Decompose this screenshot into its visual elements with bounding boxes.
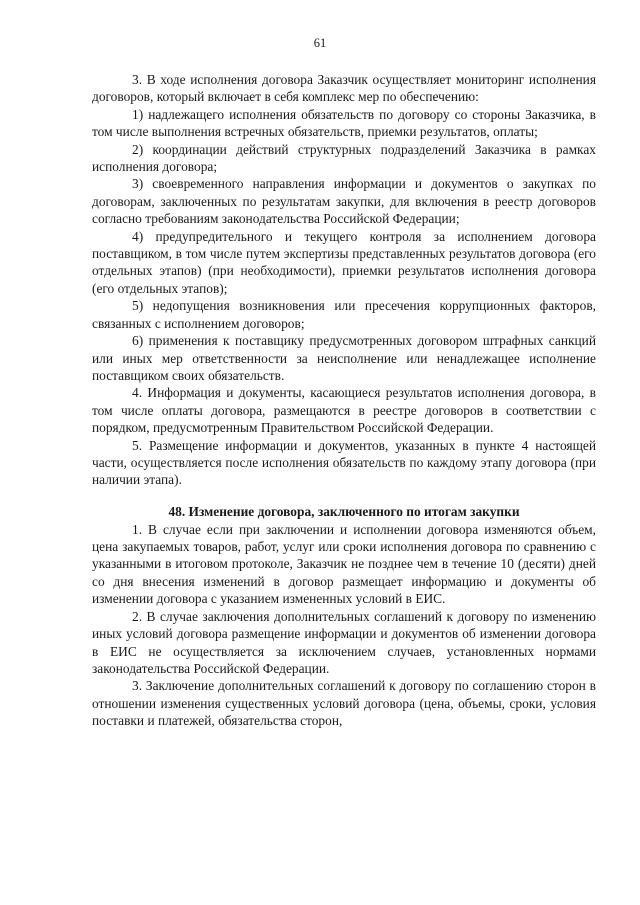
paragraph-section-point-1: 1. В случае если при заключении и исполнении договора изменяются объем, цена закупаемых товаров, работ, услуг или сроки исполнения договора по сравнению с указанными в итоговом протоколе, Заказчик не позднее чем в течение 10 (десяти) дней со дня внесения изменений в договор размещает информацию и документы об изменении договора с указанием измененных условий в ЕИС. xyxy=(92,521,596,607)
document-body xyxy=(92,71,596,730)
paragraph-point-5: 5. Размещение информации и документов, указанных в пункте 4 настоящей части, осуществляется после исполнения обязательств по каждому этапу договора (при наличии этапа). xyxy=(92,437,596,488)
list-item-6: 6) применения к поставщику предусмотренных договором штрафных санкций или иных мер ответственности за неисполнение или ненадлежащее исполнение поставщиком своих обязательств. xyxy=(92,333,596,383)
paragraph-point-4: 4. Информация и документы, касающиеся результатов исполнения договора, в том числе оплаты договора, размещаются в реестре договоров в соответствии с порядком, предусмотренным Правительством Российской Федерации. xyxy=(92,385,596,436)
list-item-3: 3) своевременного направления информации и документов о закупках по договорам, заключенных по результатам закупки, для включения в реестр договоров согласно требованиям законодательства Российской Федерации; xyxy=(92,176,596,227)
page-number: 61 xyxy=(313,36,327,50)
list-item-5: 5) недопущения возникновения или пресечения коррупционных факторов, связанных с исполнением договоров; xyxy=(92,298,596,331)
section-heading: 48. Изменение договора, заключенного по итогам закупки xyxy=(168,504,520,520)
list-item-4: 4) предупредительного и текущего контроля за исполнением договора поставщиком, в том числе путем экспертизы представленных результатов договора (его отдельных этапов) (при необходимости), приемки результатов исполнения договора (его отдельных этапов); xyxy=(92,228,596,296)
paragraph-section-point-3: 3. Заключение дополнительных соглашений к договору по соглашению сторон в отношении изменения существенных условий договора (цена, объемы, сроки, условия поставки и платежей, обязательства сторон, xyxy=(92,678,596,729)
list-item-2: 2) координации действий структурных подразделений Заказчика в рамках исполнения договора; xyxy=(92,141,596,175)
list-item-1: 1) надлежащего исполнения обязательств по договору со стороны Заказчика, в том числе выполнения встречных обязательств, приемки результатов, оплаты; xyxy=(92,106,596,140)
paragraph-monitoring-intro: 3. В ходе исполнения договора Заказчик осуществляет мониторинг исполнения договоров, который включает в себя комплекс мер по обеспечению: xyxy=(92,72,596,105)
paragraph-section-point-2: 2. В случае заключения дополнительных соглашений к договору по изменению иных условий договора размещение информации и документов об изменении договора в ЕИС не осуществляется за исключением случаев, установленных нормами законодательства Российской Федерации. xyxy=(92,608,596,676)
